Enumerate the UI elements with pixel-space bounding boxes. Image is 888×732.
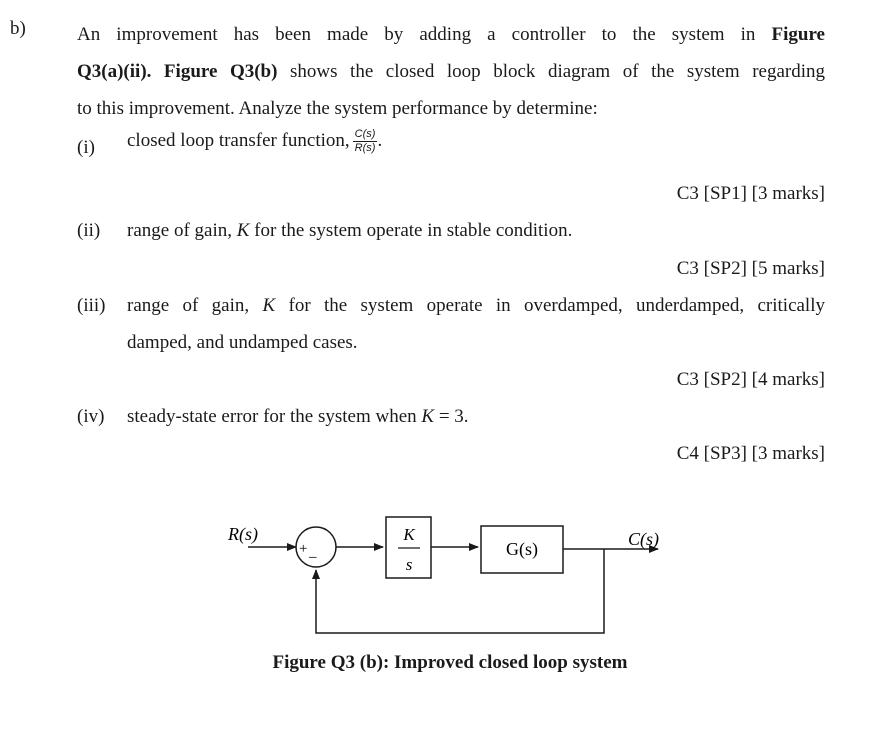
item-iii-text-a: range of gain, xyxy=(127,295,263,316)
output-label: C(s) xyxy=(628,529,659,549)
feedback-path xyxy=(316,549,604,633)
item-i-suffix: . xyxy=(377,129,383,151)
item-ii-text-a: range of gain, xyxy=(127,220,237,241)
block-diagram xyxy=(0,500,888,645)
item-iv-text-b: = 3. xyxy=(434,406,469,427)
summing-plus: + xyxy=(299,541,308,557)
question-label: b) xyxy=(10,18,26,39)
intro-line-1-text: An improvement has been made by adding a controller to the system in xyxy=(77,24,772,45)
item-i-number: (i) xyxy=(77,137,95,158)
item-iv-text-a: steady-state error for the system when xyxy=(127,406,422,427)
item-ii-number: (ii) xyxy=(77,220,101,241)
fraction-numerator: C(s) xyxy=(354,128,376,140)
item-iii-number: (iii) xyxy=(77,295,106,316)
item-ii-k: K xyxy=(236,220,250,241)
intro-line-3: to this improvement. Analyze the system performance by determine: xyxy=(77,98,598,119)
item-ii-text xyxy=(127,220,572,242)
intro-paragraph xyxy=(77,16,825,127)
fraction-denominator: R(s) xyxy=(354,142,376,154)
summing-minus: _ xyxy=(309,544,317,560)
item-iv-number: (iv) xyxy=(77,406,105,427)
item-i-label: closed loop transfer function, xyxy=(127,129,350,151)
item-iii-marks: C3 [SP2] [4 marks] xyxy=(676,369,825,390)
input-label: R(s) xyxy=(228,524,258,544)
intro-line-2-text: shows the closed loop block diagram of the system regarding xyxy=(277,61,825,82)
item-i-marks: C3 [SP1] [3 marks] xyxy=(676,183,825,204)
plant-label: G(s) xyxy=(506,539,538,559)
intro-figure-ref: Figure xyxy=(771,24,825,45)
item-iii-text-b: for the system operate in overdamped, underdamped, critically xyxy=(275,295,825,316)
item-iii-text xyxy=(127,295,825,317)
item-i-text xyxy=(127,128,382,155)
controller-denominator: s xyxy=(405,555,413,574)
controller-numerator: K xyxy=(403,525,415,544)
item-ii-marks: C3 [SP2] [5 marks] xyxy=(676,258,825,279)
item-iv-text xyxy=(127,406,469,428)
transfer-function-fraction xyxy=(353,128,378,155)
intro-line-2 xyxy=(77,53,825,90)
item-iii-k: K xyxy=(262,295,276,316)
item-ii-text-b: for the system operate in stable condition. xyxy=(249,220,573,241)
item-iv-k: K xyxy=(421,406,435,427)
intro-line-1 xyxy=(77,16,825,53)
figure-caption: Figure Q3 (b): Improved closed loop system xyxy=(272,652,628,673)
item-iii-text-2: damped, and undamped cases. xyxy=(127,332,358,353)
intro-figure-ref-2: Q3(a)(ii). Figure Q3(b) xyxy=(77,61,278,82)
item-iv-marks: C4 [SP3] [3 marks] xyxy=(676,443,825,464)
